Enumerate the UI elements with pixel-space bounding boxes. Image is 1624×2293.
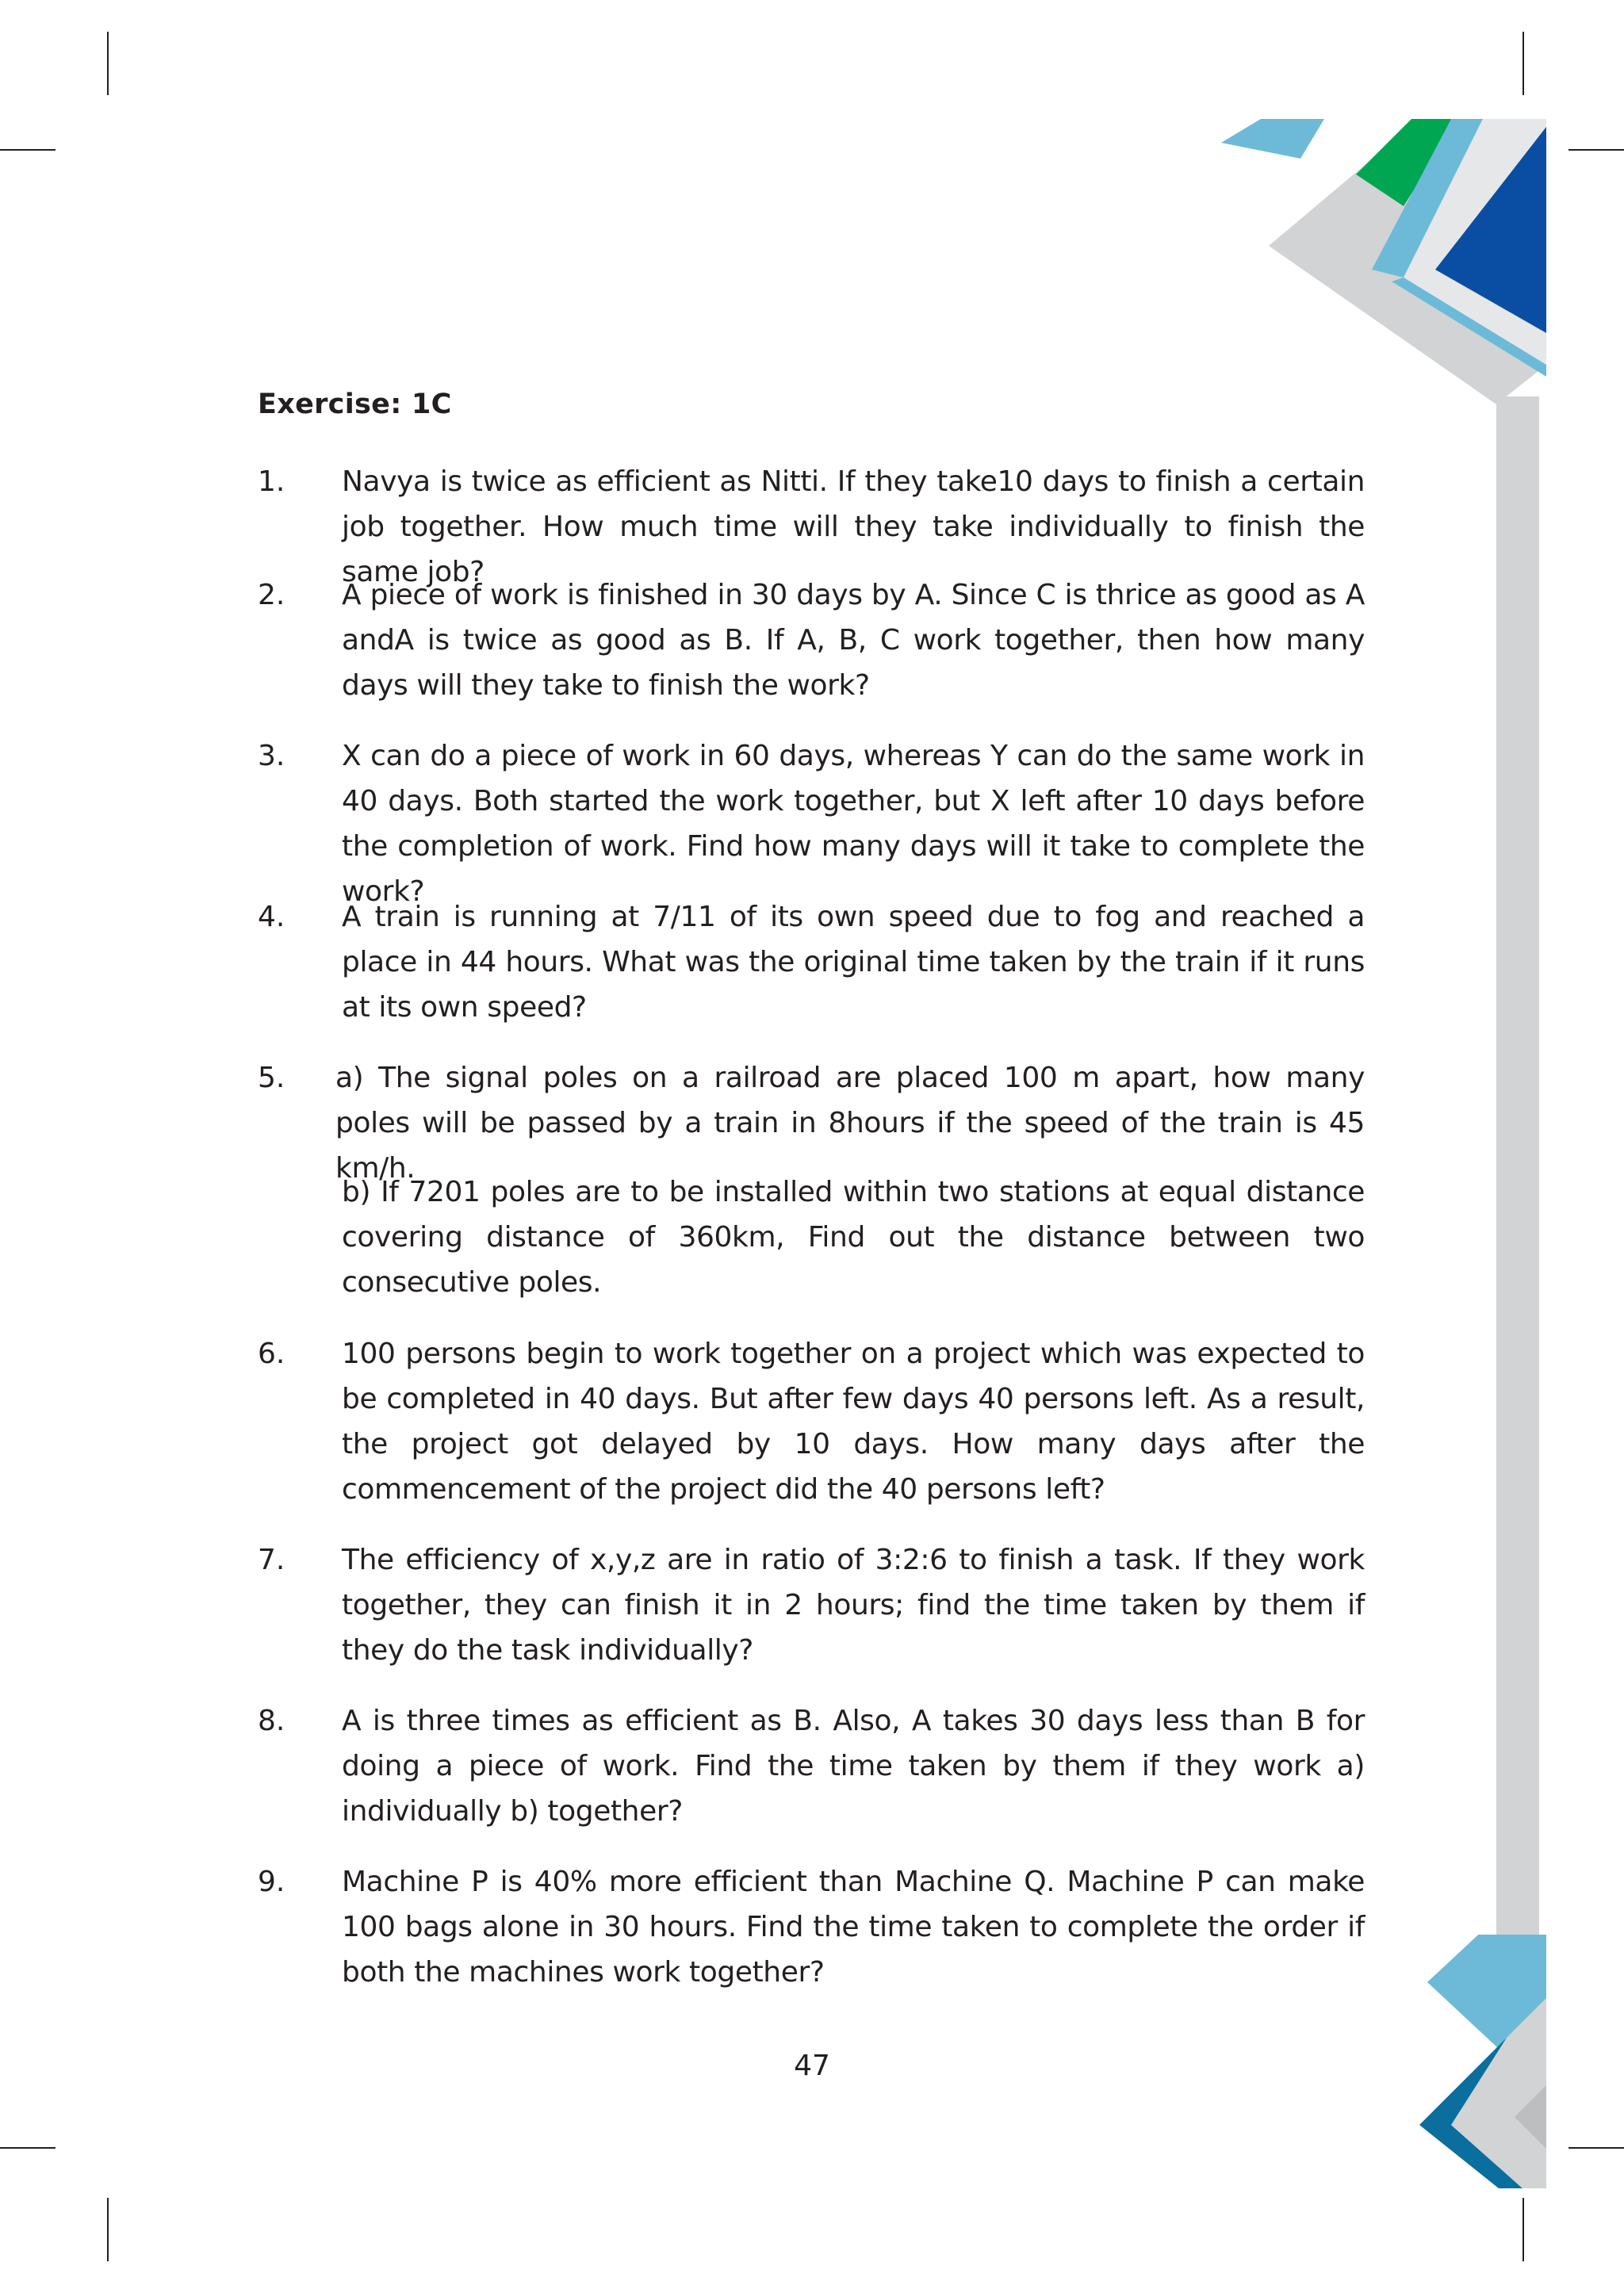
page-number: 47 [794, 2050, 830, 2082]
question-number: 8. [258, 1705, 285, 1737]
side-decoration-band [1496, 396, 1539, 2172]
crop-mark [1568, 149, 1624, 151]
question-number: 1. [258, 465, 285, 498]
crop-mark [1568, 2147, 1624, 2149]
question-number: 9. [258, 1866, 285, 1898]
crop-mark [0, 2147, 56, 2149]
question-number: 5. [258, 1062, 285, 1094]
crop-mark [107, 32, 109, 95]
question-text: a) The signal poles on a railroad are placed 100 m apart, how many poles will be passed by a train in 8hours if the speed of the train is 45 km/h. [335, 1062, 1365, 1185]
question-5-part-b: b) If 7201 poles are to be installed within two stations at equal distance covering distance of 360km, Find out the distance between two consecutive poles. [342, 1176, 1365, 1299]
question-text: Machine P is 40% more efficient than Machine Q. Machine P can make 100 bags alone in 30 hours. Find the time taken to complete the order if both the machines work together? [342, 1866, 1365, 1989]
crop-mark [1522, 32, 1524, 95]
exercise-heading: Exercise: 1C [258, 389, 452, 420]
question-number: 4. [258, 901, 285, 933]
crop-mark [0, 149, 56, 151]
question-text: X can do a piece of work in 60 days, whereas Y can do the same work in 40 days. Both started the work together, but X left after 10 days before the completion of work. Find how many days will it take to complete the work? [342, 740, 1365, 908]
question-text: A is three times as efficient as B. Also, A takes 30 days less than B for doing a piece of work. Find the time taken by them if they work a) individually b) together? [342, 1705, 1365, 1828]
question-number: 3. [258, 740, 285, 772]
question-text: Navya is twice as efficient as Nitti. If they take10 days to finish a certain job together. How much time will they take individually to finish the same job? [342, 465, 1365, 588]
question-text: A train is running at 7/11 of its own speed due to fog and reached a place in 44 hours. What was the original time taken by the train if it runs at its own speed? [342, 901, 1365, 1024]
question-number: 7. [258, 1544, 285, 1576]
crop-mark [1522, 2198, 1524, 2261]
question-number: 2. [258, 579, 285, 611]
question-text: A piece of work is finished in 30 days by A. Since C is thrice as good as A andA is twice as good as B. If A, B, C work together, then how many days will they take to finish the work? [342, 579, 1365, 702]
question-text: 100 persons begin to work together on a project which was expected to be completed in 40 days. But after few days 40 persons left. As a result, the project got delayed by 10 days. How many days after the commencement of the project did the 40 persons left? [342, 1338, 1365, 1506]
question-text: The efficiency of x,y,z are in ratio of 3:2:6 to finish a task. If they work together, they can finish it in 2 hours; find the time taken by them if they do the task individually? [342, 1544, 1365, 1667]
crop-mark [107, 2198, 109, 2261]
question-number: 6. [258, 1338, 285, 1370]
corner-decoration-top [1221, 119, 1546, 404]
